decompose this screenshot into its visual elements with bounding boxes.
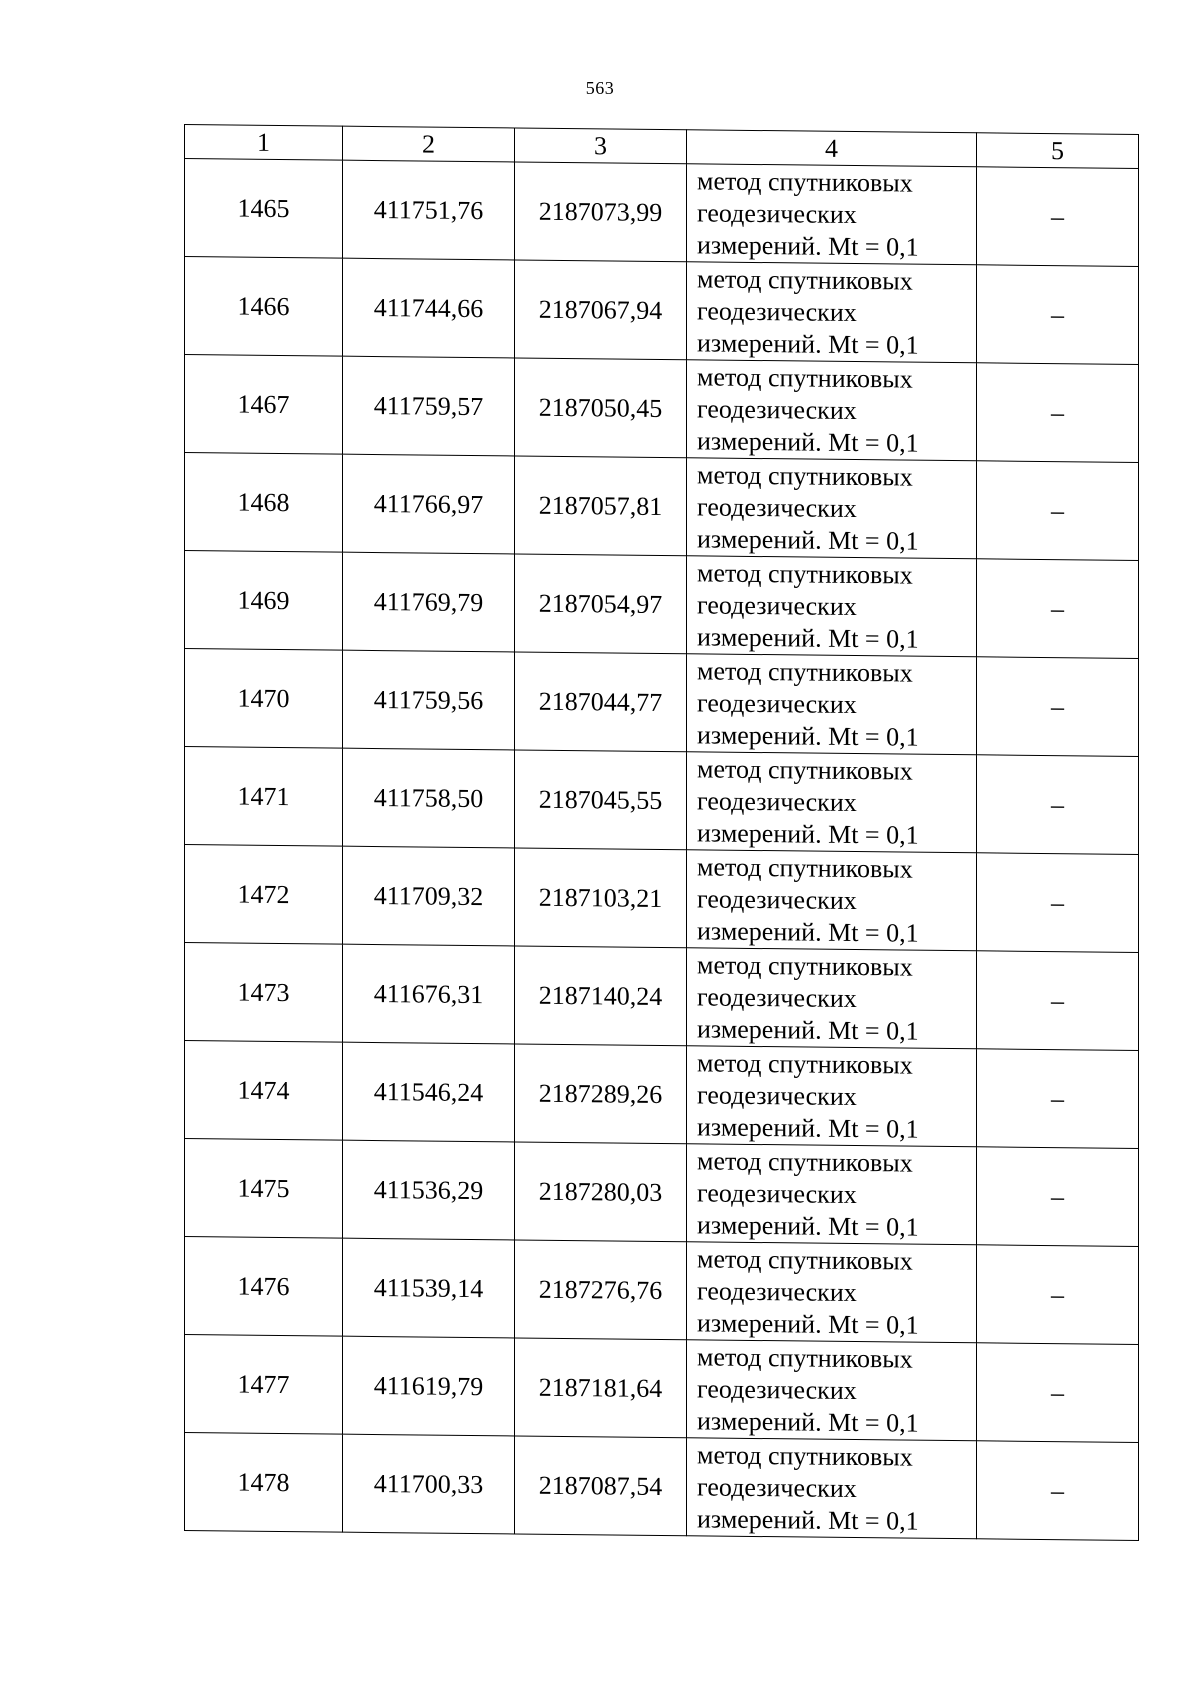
method-line: измерений. Mt = 0,1 (697, 1307, 919, 1340)
point-number-cell: 1466 (185, 257, 343, 357)
table-row (185, 845, 1139, 953)
method-cell (687, 458, 977, 559)
column-header-2: 2 (343, 126, 515, 162)
method-line: измерений. Mt = 0,1 (697, 1209, 919, 1242)
y-coordinate-cell: 2187289,26 (515, 1044, 687, 1144)
method-line: метод спутниковых (697, 949, 913, 982)
table-row (185, 1041, 1139, 1149)
x-coordinate-cell: 411709,32 (343, 846, 515, 946)
point-number-cell: 1467 (185, 355, 343, 455)
method-line: геодезических (697, 393, 857, 425)
y-coordinate-cell: 2187140,24 (515, 946, 687, 1046)
method-line: измерений. Mt = 0,1 (697, 1405, 919, 1438)
table-row (185, 551, 1139, 659)
method-line: геодезических (697, 295, 857, 327)
table-row (185, 1139, 1139, 1247)
method-line: метод спутниковых (697, 753, 913, 786)
point-number-cell: 1475 (185, 1139, 343, 1239)
method-line: измерений. Mt = 0,1 (697, 229, 919, 262)
method-line: измерений. Mt = 0,1 (697, 1503, 919, 1536)
note-cell: – (977, 1245, 1139, 1345)
method-cell (687, 1144, 977, 1245)
point-number-cell: 1476 (185, 1237, 343, 1337)
y-coordinate-cell: 2187045,55 (515, 750, 687, 850)
table-body (185, 159, 1139, 1541)
note-cell: – (977, 657, 1139, 757)
note-cell: – (977, 265, 1139, 365)
method-line: геодезических (697, 1275, 857, 1307)
table-row (185, 1335, 1139, 1443)
point-number-cell: 1468 (185, 453, 343, 553)
method-line: метод спутниковых (697, 1439, 913, 1472)
method-line: метод спутниковых (697, 1047, 913, 1080)
column-header-3: 3 (515, 128, 687, 164)
method-cell (687, 164, 977, 265)
method-line: метод спутниковых (697, 1243, 913, 1276)
y-coordinate-cell: 2187057,81 (515, 456, 687, 556)
method-cell (687, 948, 977, 1049)
column-header-4: 4 (687, 130, 977, 167)
point-number-cell: 1472 (185, 845, 343, 945)
x-coordinate-cell: 411546,24 (343, 1042, 515, 1142)
page-number: 563 (585, 78, 615, 98)
note-cell: – (977, 1343, 1139, 1443)
point-number-cell: 1469 (185, 551, 343, 651)
method-cell (687, 262, 977, 363)
point-number-cell: 1471 (185, 747, 343, 847)
method-line: геодезических (697, 1177, 857, 1209)
method-line: измерений. Mt = 0,1 (697, 817, 919, 850)
table-row (185, 943, 1139, 1051)
method-line: измерений. Mt = 0,1 (697, 327, 919, 360)
table-row (185, 1237, 1139, 1345)
x-coordinate-cell: 411769,79 (343, 552, 515, 652)
note-cell: – (977, 853, 1139, 953)
method-line: метод спутниковых (697, 459, 913, 492)
note-cell: – (977, 1441, 1139, 1541)
x-coordinate-cell: 411619,79 (343, 1336, 515, 1436)
method-cell (687, 1242, 977, 1343)
method-line: метод спутниковых (697, 361, 913, 394)
method-cell (687, 752, 977, 853)
method-line: измерений. Mt = 0,1 (697, 719, 919, 752)
y-coordinate-cell: 2187280,03 (515, 1142, 687, 1242)
table-row (185, 355, 1139, 463)
method-line: геодезических (697, 589, 857, 621)
method-line: геодезических (697, 197, 857, 229)
note-cell: – (977, 559, 1139, 659)
method-line: метод спутниковых (697, 263, 913, 296)
note-cell: – (977, 951, 1139, 1051)
note-cell: – (977, 167, 1139, 267)
method-line: геодезических (697, 981, 857, 1013)
table-row (185, 1433, 1139, 1541)
note-cell: – (977, 1049, 1139, 1149)
table-row (185, 649, 1139, 757)
table-row (185, 453, 1139, 561)
point-number-cell: 1474 (185, 1041, 343, 1141)
y-coordinate-cell: 2187044,77 (515, 652, 687, 752)
method-line: геодезических (697, 785, 857, 817)
method-line: метод спутниковых (697, 557, 913, 590)
column-header-1: 1 (185, 125, 343, 161)
method-line: измерений. Mt = 0,1 (697, 1111, 919, 1144)
point-number-cell: 1473 (185, 943, 343, 1043)
coordinates-table (184, 124, 1139, 1541)
method-line: измерений. Mt = 0,1 (697, 915, 919, 948)
method-line: геодезических (697, 1079, 857, 1111)
x-coordinate-cell: 411766,97 (343, 454, 515, 554)
method-line: метод спутниковых (697, 1145, 913, 1178)
method-line: измерений. Mt = 0,1 (697, 1013, 919, 1046)
table-row (185, 747, 1139, 855)
note-cell: – (977, 1147, 1139, 1247)
point-number-cell: 1478 (185, 1433, 343, 1533)
method-line: метод спутниковых (697, 1341, 913, 1374)
x-coordinate-cell: 411700,33 (343, 1434, 515, 1534)
method-cell (687, 850, 977, 951)
method-line: геодезических (697, 687, 857, 719)
x-coordinate-cell: 411759,56 (343, 650, 515, 750)
x-coordinate-cell: 411758,50 (343, 748, 515, 848)
method-line: метод спутниковых (697, 165, 913, 198)
x-coordinate-cell: 411536,29 (343, 1140, 515, 1240)
method-line: измерений. Mt = 0,1 (697, 425, 919, 458)
table-row (185, 257, 1139, 365)
method-line: геодезических (697, 883, 857, 915)
point-number-cell: 1477 (185, 1335, 343, 1435)
note-cell: – (977, 461, 1139, 561)
y-coordinate-cell: 2187103,21 (515, 848, 687, 948)
x-coordinate-cell: 411539,14 (343, 1238, 515, 1338)
column-header-5: 5 (977, 133, 1139, 169)
x-coordinate-cell: 411744,66 (343, 258, 515, 358)
method-line: метод спутниковых (697, 851, 913, 884)
y-coordinate-cell: 2187054,97 (515, 554, 687, 654)
y-coordinate-cell: 2187073,99 (515, 162, 687, 262)
y-coordinate-cell: 2187067,94 (515, 260, 687, 360)
method-cell (687, 360, 977, 461)
note-cell: – (977, 755, 1139, 855)
table-row (185, 159, 1139, 267)
method-cell (687, 654, 977, 755)
note-cell: – (977, 363, 1139, 463)
x-coordinate-cell: 411676,31 (343, 944, 515, 1044)
y-coordinate-cell: 2187276,76 (515, 1240, 687, 1340)
x-coordinate-cell: 411751,76 (343, 160, 515, 260)
point-number-cell: 1465 (185, 159, 343, 259)
method-line: геодезических (697, 1373, 857, 1405)
method-line: метод спутниковых (697, 655, 913, 688)
method-cell (687, 556, 977, 657)
method-line: геодезических (697, 491, 857, 523)
method-cell (687, 1046, 977, 1147)
point-number-cell: 1470 (185, 649, 343, 749)
method-cell (687, 1438, 977, 1539)
method-cell (687, 1340, 977, 1441)
method-line: измерений. Mt = 0,1 (697, 523, 919, 556)
method-line: геодезических (697, 1471, 857, 1503)
y-coordinate-cell: 2187050,45 (515, 358, 687, 458)
y-coordinate-cell: 2187087,54 (515, 1436, 687, 1536)
method-line: измерений. Mt = 0,1 (697, 621, 919, 654)
y-coordinate-cell: 2187181,64 (515, 1338, 687, 1438)
x-coordinate-cell: 411759,57 (343, 356, 515, 456)
